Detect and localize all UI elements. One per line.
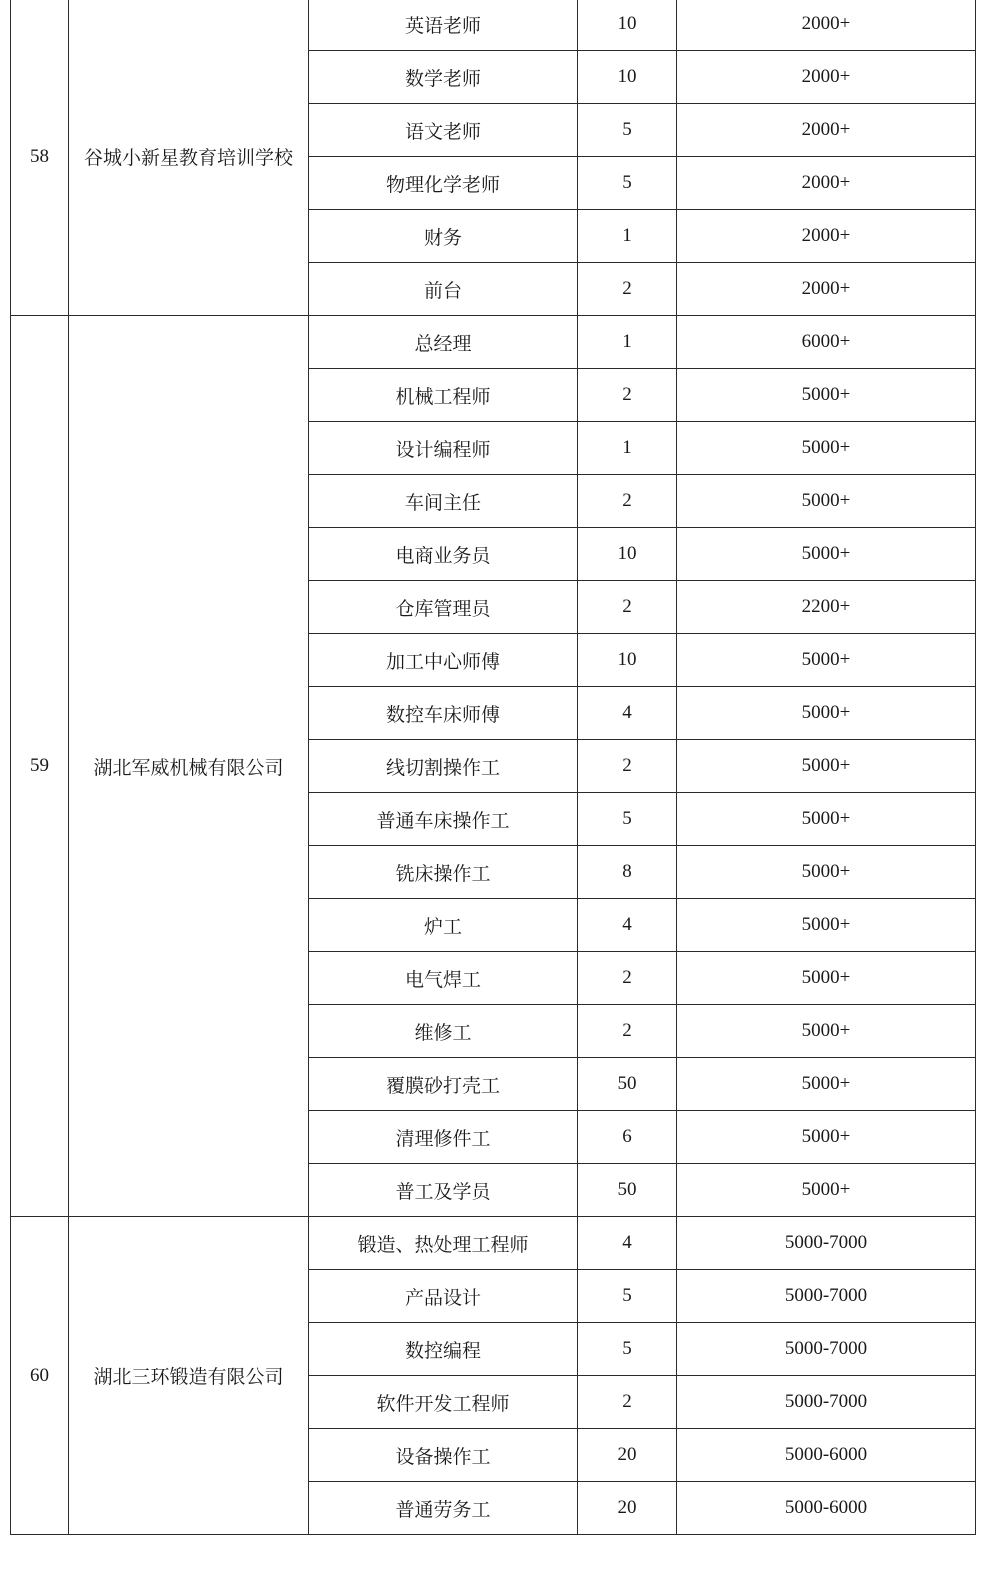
salary-cell: 5000+ [677, 952, 976, 1005]
job-listing-table [10, 0, 976, 1535]
position-title-cell: 铣床操作工 [309, 846, 578, 899]
position-title-cell: 语文老师 [309, 104, 578, 157]
position-title-cell: 车间主任 [309, 475, 578, 528]
position-title-cell: 设备操作工 [309, 1429, 578, 1482]
position-title-cell: 电商业务员 [309, 528, 578, 581]
salary-cell: 5000+ [677, 846, 976, 899]
salary-cell: 5000+ [677, 899, 976, 952]
position-title-cell: 机械工程师 [309, 369, 578, 422]
position-title-cell: 软件开发工程师 [309, 1376, 578, 1429]
salary-cell: 5000+ [677, 634, 976, 687]
position-title-cell: 电气焊工 [309, 952, 578, 1005]
salary-cell: 5000+ [677, 687, 976, 740]
position-title-cell: 普通车床操作工 [309, 793, 578, 846]
headcount-cell: 10 [578, 0, 677, 51]
salary-cell: 5000-7000 [677, 1323, 976, 1376]
salary-cell: 2000+ [677, 210, 976, 263]
position-title-cell: 设计编程师 [309, 422, 578, 475]
salary-cell: 5000-7000 [677, 1376, 976, 1429]
position-title-cell: 加工中心师傅 [309, 634, 578, 687]
salary-cell: 2200+ [677, 581, 976, 634]
position-title-cell: 财务 [309, 210, 578, 263]
salary-cell: 5000+ [677, 1005, 976, 1058]
headcount-cell: 2 [578, 475, 677, 528]
salary-cell: 2000+ [677, 104, 976, 157]
table-row [11, 0, 976, 51]
headcount-cell: 2 [578, 1005, 677, 1058]
position-title-cell: 物理化学老师 [309, 157, 578, 210]
position-title-cell: 前台 [309, 263, 578, 316]
headcount-cell: 1 [578, 210, 677, 263]
headcount-cell: 5 [578, 104, 677, 157]
position-title-cell: 总经理 [309, 316, 578, 369]
position-title-cell: 数控编程 [309, 1323, 578, 1376]
headcount-cell: 1 [578, 422, 677, 475]
salary-cell: 2000+ [677, 51, 976, 104]
salary-cell: 5000-7000 [677, 1217, 976, 1270]
headcount-cell: 4 [578, 899, 677, 952]
position-title-cell: 线切割操作工 [309, 740, 578, 793]
headcount-cell: 1 [578, 316, 677, 369]
headcount-cell: 10 [578, 528, 677, 581]
headcount-cell: 5 [578, 793, 677, 846]
position-title-cell: 普工及学员 [309, 1164, 578, 1217]
salary-cell: 5000+ [677, 422, 976, 475]
salary-cell: 5000+ [677, 1164, 976, 1217]
position-title-cell: 清理修件工 [309, 1111, 578, 1164]
table-row [11, 316, 976, 369]
salary-cell: 2000+ [677, 0, 976, 51]
position-title-cell: 锻造、热处理工程师 [309, 1217, 578, 1270]
headcount-cell: 4 [578, 1217, 677, 1270]
headcount-cell: 5 [578, 157, 677, 210]
headcount-cell: 2 [578, 263, 677, 316]
headcount-cell: 50 [578, 1058, 677, 1111]
salary-cell: 2000+ [677, 263, 976, 316]
salary-cell: 6000+ [677, 316, 976, 369]
position-title-cell: 产品设计 [309, 1270, 578, 1323]
headcount-cell: 2 [578, 740, 677, 793]
position-title-cell: 仓库管理员 [309, 581, 578, 634]
headcount-cell: 2 [578, 369, 677, 422]
company-number-cell: 60 [11, 1217, 69, 1535]
company-number-cell: 59 [11, 316, 69, 1217]
salary-cell: 5000+ [677, 793, 976, 846]
company-number-cell: 58 [11, 0, 69, 316]
salary-cell: 5000-6000 [677, 1482, 976, 1535]
salary-cell: 5000+ [677, 1058, 976, 1111]
job-table-body [11, 0, 976, 1535]
headcount-cell: 5 [578, 1323, 677, 1376]
company-name-cell: 湖北三环锻造有限公司 [69, 1217, 309, 1535]
headcount-cell: 8 [578, 846, 677, 899]
position-title-cell: 维修工 [309, 1005, 578, 1058]
headcount-cell: 20 [578, 1429, 677, 1482]
salary-cell: 2000+ [677, 157, 976, 210]
company-name-cell: 谷城小新星教育培训学校 [69, 0, 309, 316]
headcount-cell: 2 [578, 581, 677, 634]
headcount-cell: 50 [578, 1164, 677, 1217]
position-title-cell: 普通劳务工 [309, 1482, 578, 1535]
headcount-cell: 10 [578, 51, 677, 104]
salary-cell: 5000+ [677, 740, 976, 793]
salary-cell: 5000+ [677, 369, 976, 422]
headcount-cell: 2 [578, 952, 677, 1005]
position-title-cell: 数控车床师傅 [309, 687, 578, 740]
salary-cell: 5000+ [677, 528, 976, 581]
headcount-cell: 2 [578, 1376, 677, 1429]
position-title-cell: 炉工 [309, 899, 578, 952]
headcount-cell: 4 [578, 687, 677, 740]
position-title-cell: 覆膜砂打壳工 [309, 1058, 578, 1111]
headcount-cell: 10 [578, 634, 677, 687]
salary-cell: 5000+ [677, 1111, 976, 1164]
position-title-cell: 数学老师 [309, 51, 578, 104]
salary-cell: 5000+ [677, 475, 976, 528]
table-row [11, 1217, 976, 1270]
headcount-cell: 6 [578, 1111, 677, 1164]
salary-cell: 5000-6000 [677, 1429, 976, 1482]
salary-cell: 5000-7000 [677, 1270, 976, 1323]
company-name-cell: 湖北军威机械有限公司 [69, 316, 309, 1217]
headcount-cell: 5 [578, 1270, 677, 1323]
headcount-cell: 20 [578, 1482, 677, 1535]
position-title-cell: 英语老师 [309, 0, 578, 51]
